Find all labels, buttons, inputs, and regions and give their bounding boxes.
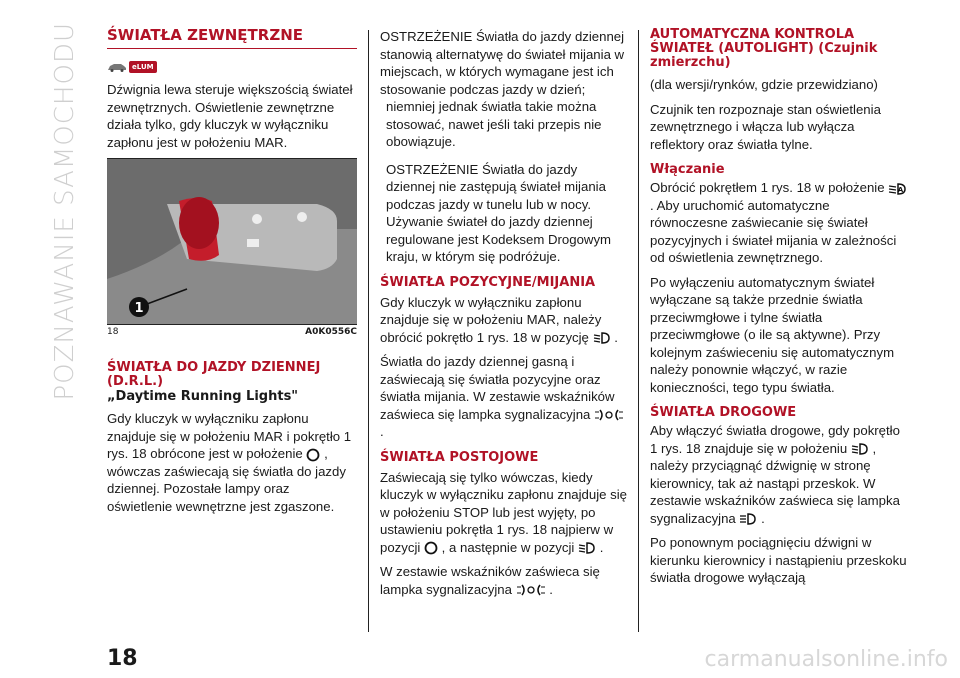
switch-on-text-b: . Aby uruchomić automatyczne równoczesne zaświecanie się świateł pozycyjnych i świateł mijania w zależności od oświetlenia zewnętrznego. [650, 197, 897, 265]
drl-text-a: Gdy kluczyk w wyłączniku zapłonu znajduje się w położeniu MAR i pokrętło 1 rys. 18 obrócone jest w położenie [107, 411, 352, 461]
lum-badge-row [107, 61, 357, 73]
position-lights-text [380, 294, 630, 347]
figure-code: A0K0556C [305, 327, 357, 337]
low-beam-icon [578, 541, 596, 555]
high-beam-text-2: Po ponownym pociągnięciu dźwigni w kierunku kierownicy i nastąpieniu przeskoku światła drogowe wyłączają [650, 535, 907, 585]
watermark: carmanualsonline.info [704, 647, 948, 672]
low-beam-icon [593, 331, 611, 345]
auto-light-icon [888, 182, 908, 196]
warning-1a: OSTRZEŻENIE Światła do jazdy dziennej stanowią alternatywę do świateł mijania w miejscach, w których wymagane jest ich stosowanie podczas jazdy w dzień; [380, 29, 625, 97]
low-beam-icon [851, 442, 869, 456]
drl-text-b: , wówczas zaświecają się światła do jazdy dziennej. Pozostałe lampy oraz oświetlenie wewnętrzne jest zgaszone. [107, 446, 346, 514]
autolight-heading: AUTOMATYCZNA KONTROLA ŚWIATEŁ (AUTOLIGHT) (Czujnik zmierzchu) [650, 27, 878, 70]
parking-text-b: , a następnie w pozycji [441, 539, 575, 555]
autolight-text: Czujnik ten rozpoznaje stan oświetlenia zewnętrznego i włącza lub wyłącza reflektory oraz światła tylne. [650, 101, 881, 152]
warning-1b: niemniej jednak światła takie można stosować, nawet jeśli taki przepis nie obowiązuje. [386, 99, 602, 149]
lum-badge: eLUM [129, 61, 157, 73]
parking-text-c: . [599, 539, 604, 555]
column-2 [380, 28, 630, 605]
high-beam-text [650, 422, 910, 527]
parking-lights-text [380, 469, 630, 557]
high-beam-heading: ŚWIATŁA DROGOWE [650, 405, 797, 420]
parking-lights-text-2 [380, 563, 630, 598]
position-lights-icon [594, 408, 624, 422]
parking-lights-heading: ŚWIATŁA POSTOJOWE [380, 449, 539, 465]
section-heading: ŚWIATŁA ZEWNĘTRZNE [107, 28, 357, 49]
high-beam-text-c: . [761, 510, 765, 526]
column-3 [650, 28, 910, 594]
position-text-a: Gdy kluczyk w wyłączniku zapłonu znajduje się w położeniu MAR, należy obrócić pokrętło 1 rys. 18 w pozycję [380, 294, 602, 345]
parking-text-2: W zestawie wskaźników zaświeca się lampka sygnalizacyjna [380, 564, 600, 597]
high-beam-text-a: Aby włączyć światła drogowe, gdy pokrętło 1 rys. 18 znajduje się w położeniu [650, 423, 900, 456]
section-side-label: POZNAWANIE SAMOCHODU [50, 22, 80, 401]
column-divider [638, 30, 639, 632]
high-beam-icon [739, 512, 757, 526]
drl-subheading: „Daytime Running Lights" [107, 389, 299, 404]
car-icon [107, 62, 127, 72]
high-beam-text-b: , należy przyciągnąć dźwignię w stronę kierownicy, tak aż nastąpi przeskok. W zestawie wskaźników zaświeca się lampka sygnalizacyjna [650, 440, 900, 526]
parking-text-a: Zaświecają się tylko wówczas, kiedy kluczyk w wyłączniku zapłonu znajduje się w położeniu STOP lub jest wyjęty, po ustawieniu pokrętła 1 rys. 18 najpierw w pozycji [380, 469, 628, 555]
position-lights-icon [516, 583, 546, 597]
position-text-b: . [614, 329, 618, 345]
position-text-2: Światła do jazdy dziennej gasną i zaświecają się światła pozycyjne oraz światła mijania. W zestawie wskaźników zaświeca się lampka sygnalizacyjna [380, 354, 615, 422]
position-text-2-end: . [380, 424, 384, 439]
figure-caption [107, 324, 357, 337]
stalk-photo [107, 158, 357, 324]
circle-off-icon [424, 541, 438, 555]
switch-on-heading: Włączanie [650, 162, 725, 177]
page-number: 18 [107, 646, 138, 671]
autolight-note: (dla wersji/rynków, gdzie przewidziano) [650, 77, 878, 92]
warning-2: OSTRZEŻENIE Światła do jazdy dziennej nie zastępują świateł mijania podczas jazdy w tunelu lub w nocy. Używanie świateł do jazdy dziennej regulowane jest Kodeksem Drogowym kraju, w którym się podróżuje. [386, 161, 612, 264]
column-1 [107, 28, 357, 522]
parking-text-2-end: . [549, 581, 553, 597]
figure-callout: 1 [134, 301, 144, 316]
switch-on-text [650, 179, 910, 267]
figure-number: 18 [107, 327, 119, 337]
switch-on-text-a: Obrócić pokrętłem 1 rys. 18 w położenie [650, 180, 885, 195]
lever-image [107, 159, 357, 324]
circle-off-icon [306, 448, 320, 462]
switch-on-text-2: Po wyłączeniu automatycznym świateł wyłączane są także przednie światła przeciwmgłowe i tylne światła przeciwmgłowe (o ile są aktywne). Przy kolejnym zaświeceniu się automatycznym należy ponownie włączyć, w razie konieczności, tego typu światła. [650, 274, 895, 395]
drl-heading: ŚWIATŁA DO JAZDY DZIENNEJ (D.R.L.) [107, 360, 321, 389]
column-divider [368, 30, 369, 632]
drl-text [107, 410, 357, 515]
intro-text: Dźwignia lewa steruje większością świateł zewnętrznych. Oświetlenie zewnętrzne działa tylko, gdy kluczyk w wyłączniku zapłonu jest w położeniu MAR. [107, 82, 353, 150]
position-lights-text-2 [380, 353, 630, 441]
svg-text:A: A [898, 185, 904, 194]
position-lights-heading: ŚWIATŁA POZYCYJNE/MIJANIA [380, 274, 596, 290]
